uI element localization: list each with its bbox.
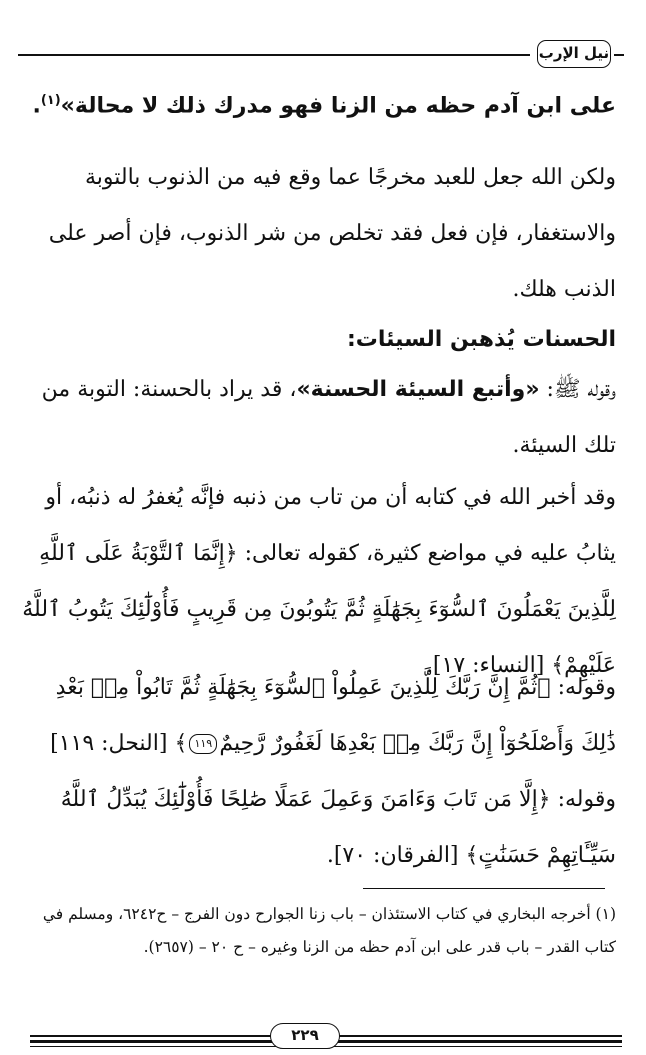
p5-mid: وقوله: bbox=[550, 787, 616, 812]
section-heading: الحسنات يُذهبن السيئات: bbox=[346, 327, 616, 352]
page-number: ٢٢٩ bbox=[270, 1023, 340, 1049]
paragraph-hadith-end bbox=[20, 78, 616, 129]
p3-rest: ، قد يراد بالحسنة: التوبة من تلك السيئة. bbox=[41, 377, 616, 458]
footnote-separator bbox=[363, 888, 605, 889]
p4-quran-verse: ﴿إِنَّمَا ٱلتَّوْبَةُ عَلَى ٱللَّهِ لِلَّذِينَ يَعْمَلُونَ ٱلسُّوٓءَ بِجَهَٰلَةٍ ثُمَّ يَتُوبُونَ مِن قَرِيبٍ فَأُوْلَٰٓئِكَ يَتُوبُ ٱللَّهُ عَلَيْهِمْ﴾ bbox=[22, 541, 616, 678]
verse-number-marker: ١١٩ bbox=[189, 734, 217, 754]
p3-lead: وقوله ﷺ: bbox=[539, 377, 616, 402]
p4-lead: وقد أخبر الله في كتابه أن من تاب من ذنبه فإنَّه يُغفرُ له ذنبُه، أو يثابُ عليه في مواضع كثيرة، كقوله تعالى: bbox=[45, 485, 616, 566]
paragraph-repentance: ولكن الله جعل للعبد مخرجًا عما وقع فيه من الذنوب بالتوبة والاستغفار، فإن فعل فقد تخلص من شر الذنوب، فإن أصر على الذنب هلك. bbox=[48, 165, 616, 302]
p5-quran-verse-nahl: ﴿ثُمَّ إِنَّ رَبَّكَ لِلَّذِينَ عَمِلُواْ ٱلسُّوٓءَ بِجَهَٰلَةٍ ثُمَّ تَابُواْ مِنۢ بَعْدِ ذَٰلِكَ وَأَصْلَحُوٓاْ إِنَّ رَبَّكَ مِنۢ بَعْدِهَا لَغَفُورٌ رَّحِيمٌ bbox=[55, 675, 616, 756]
p5-reference-nahl: [النحل: ١١٩] bbox=[50, 731, 175, 756]
hadith-end-period: . bbox=[32, 93, 41, 119]
p3-hadith-quote: «وأتبع السيئة الحسنة» bbox=[296, 377, 540, 402]
p4-reference: [النساء: ١٧]. bbox=[425, 653, 552, 678]
footnote-reference: (١) bbox=[40, 93, 61, 108]
paragraph-quran-nahl-furqan bbox=[20, 660, 616, 884]
paragraph-hadith-good-deeds bbox=[20, 362, 616, 474]
p5-verse-close-bracket: ﴾ bbox=[174, 731, 188, 756]
p5-lead: وقوله: bbox=[550, 675, 616, 700]
hadith-end-text: على ابن آدم حظه من الزنا فهو مدرك ذلك لا محالة» bbox=[60, 93, 616, 119]
p5-reference-furqan: [الفرقان: ٧٠]. bbox=[326, 843, 466, 868]
running-header-title: نيل الإرب bbox=[537, 40, 611, 68]
p5-quran-verse-furqan: ﴿إِلَّا مَن تَابَ وَءَامَنَ وَعَمِلَ عَمَلًا صَٰلِحًا فَأُوْلَٰٓئِكَ يُبَدِّلُ ٱللَّهُ سَيِّـَٔاتِهِمْ حَسَنَٰتٍ﴾ bbox=[60, 787, 616, 868]
header-rule bbox=[18, 54, 530, 56]
footnote-text: (١) أخرجه البخاري في كتاب الاستئذان – باب زنا الجوارح دون الفرج – ح٦٢٤٢، ومسلم في كتاب القدر – باب قدر على ابن آدم حظه من الزنا وغيره – ح ٢٠ – (٢٦٥٧). bbox=[42, 905, 616, 956]
header-rule-tail bbox=[614, 54, 624, 56]
